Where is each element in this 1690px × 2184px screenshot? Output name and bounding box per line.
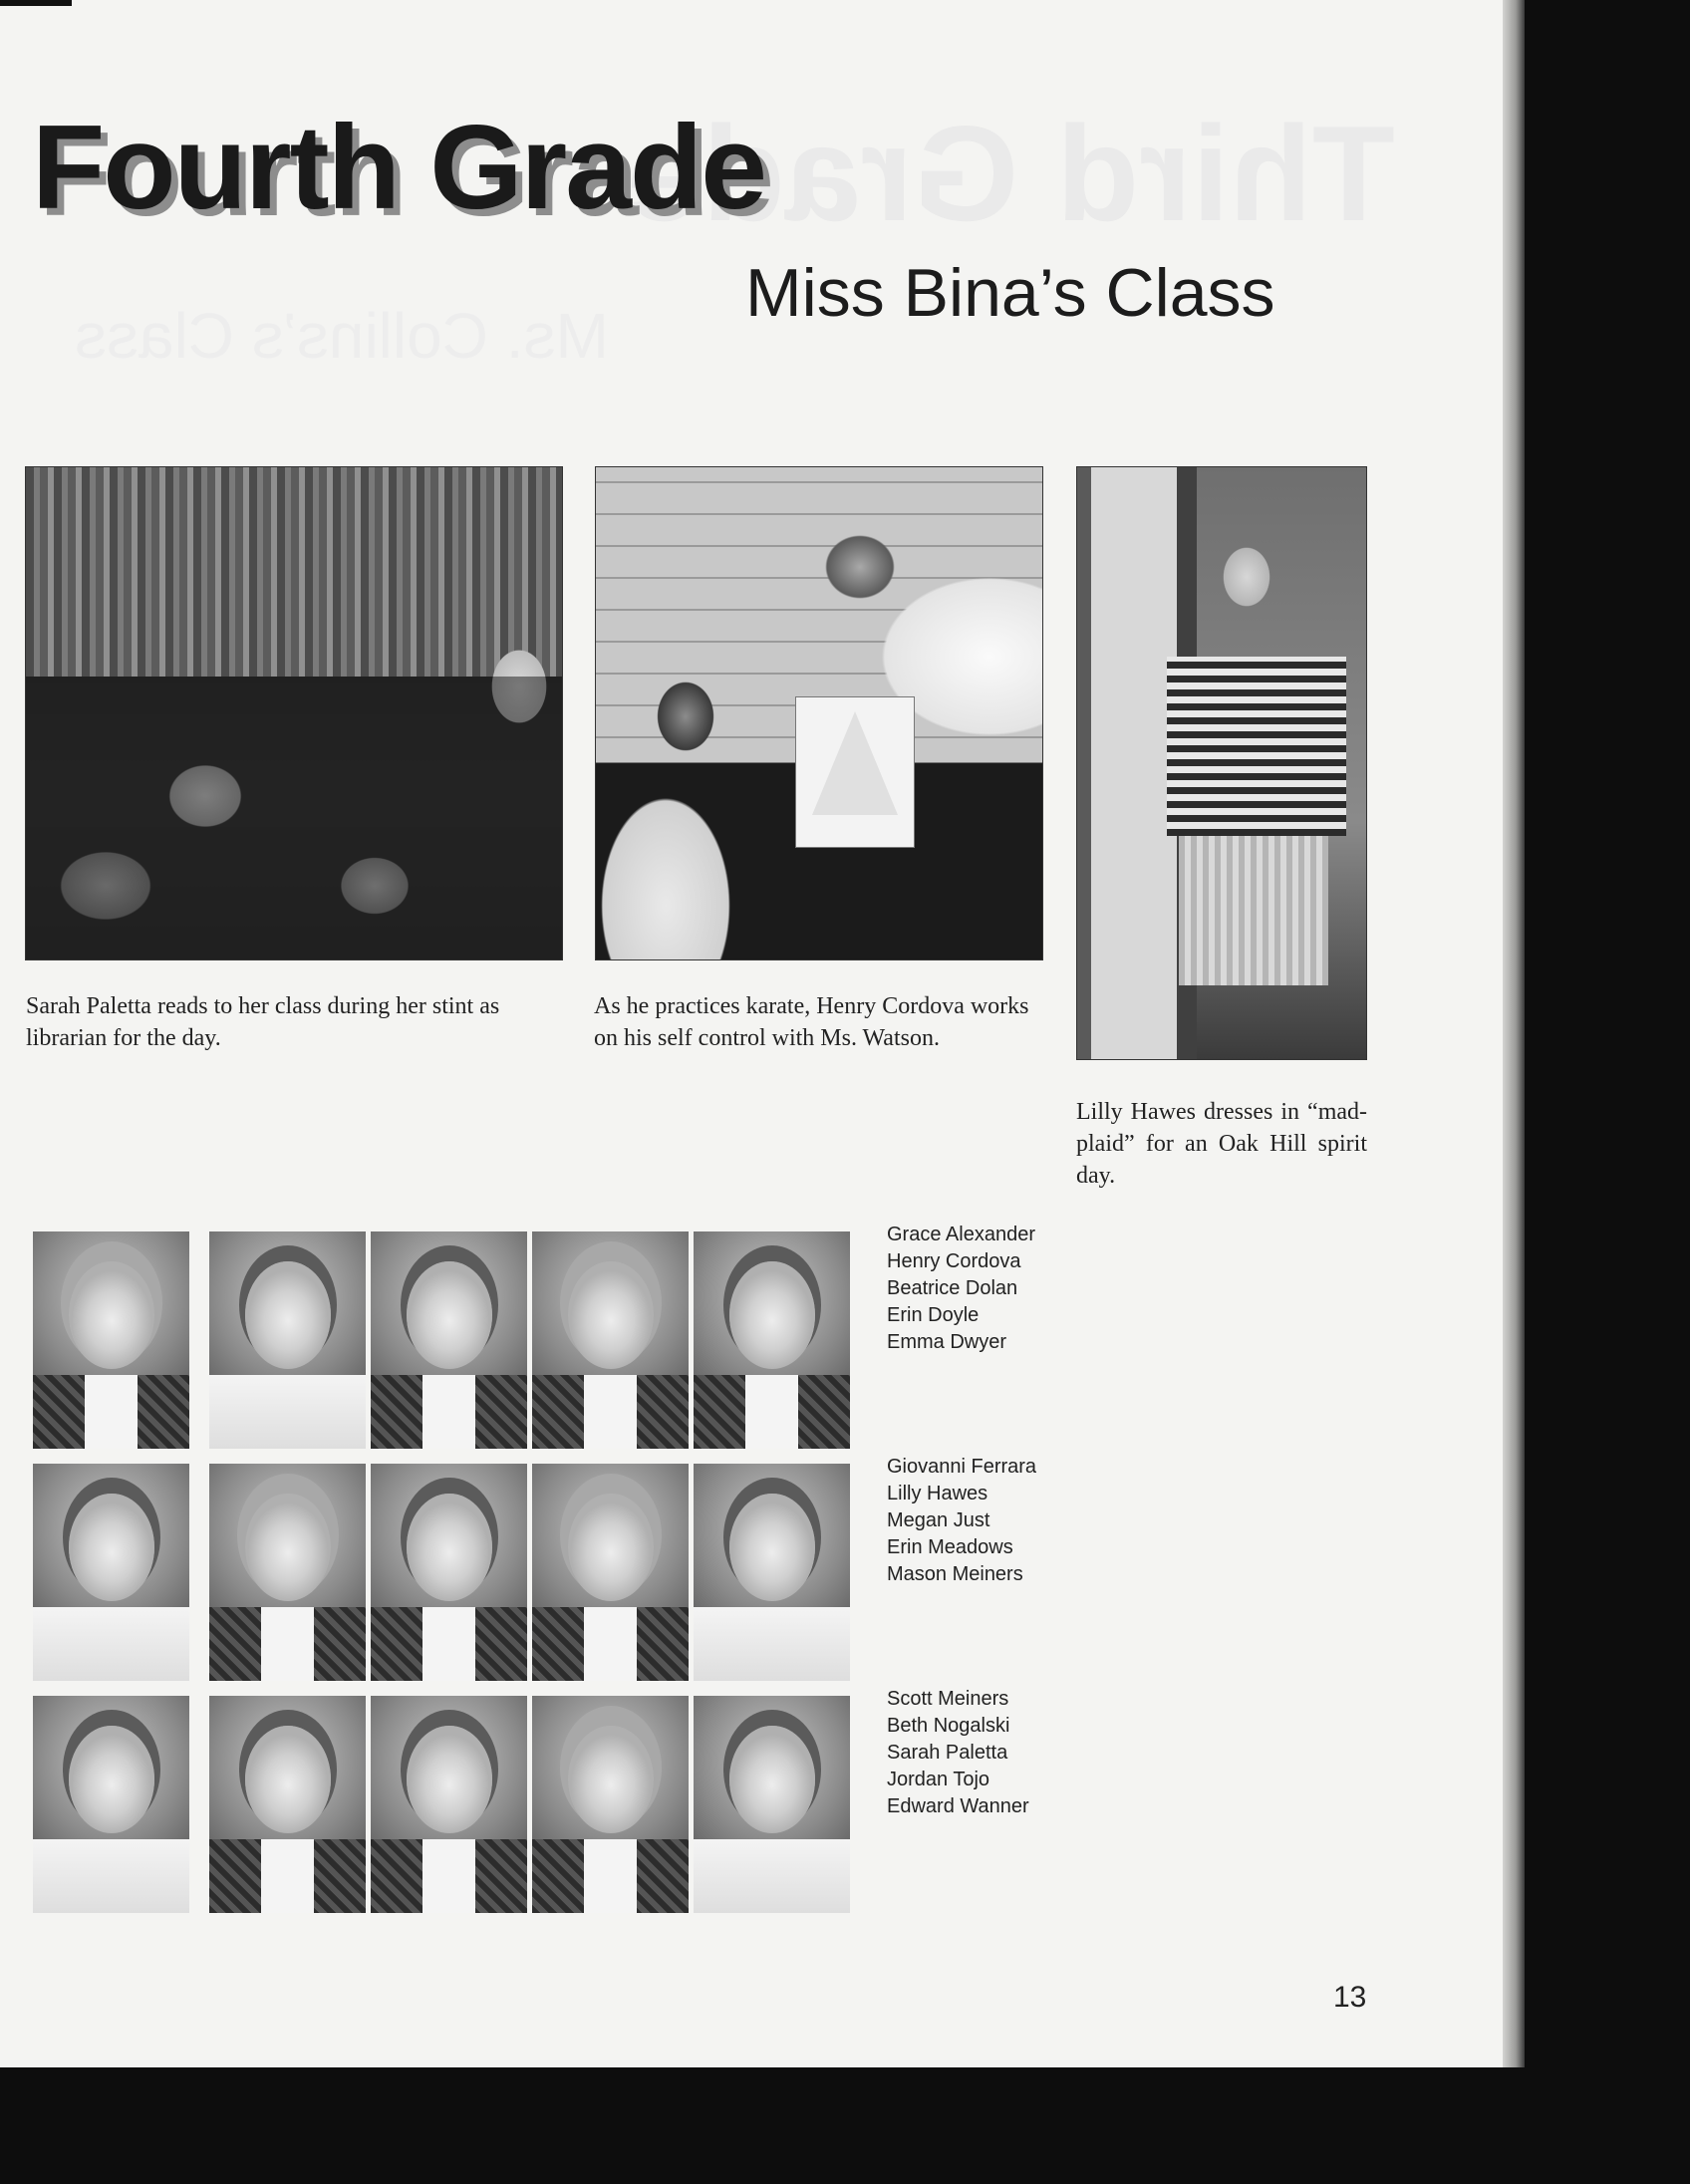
roster-names-row-3 [887, 1686, 1029, 1820]
student-portrait [532, 1231, 689, 1449]
student-name: Beatrice Dolan [887, 1277, 1018, 1299]
uniform [371, 1375, 527, 1449]
uniform [694, 1839, 850, 1913]
uniform [532, 1607, 689, 1681]
bleed-through-subtitle: Ms. Collins’s Class [75, 300, 609, 372]
karate-practice-photo [595, 466, 1043, 960]
uniform [33, 1607, 189, 1681]
page-title: Fourth Grade [32, 101, 766, 234]
karate-photo-caption: As he practices karate, Henry Cordova works on his self control with Ms. Watson. [594, 993, 1029, 1051]
face [407, 1726, 492, 1833]
student-portrait [694, 1231, 850, 1449]
uniform [209, 1375, 366, 1449]
student-figure [596, 647, 765, 959]
student-name: Lilly Hawes [887, 1483, 988, 1504]
face [69, 1261, 154, 1369]
page-edge-shadow [1503, 0, 1525, 2067]
face [407, 1261, 492, 1369]
spirit-day-photo [1076, 466, 1367, 1060]
student-name: Beth Nogalski [887, 1715, 1010, 1737]
uniform [209, 1607, 366, 1681]
student-portrait [33, 1231, 189, 1449]
library-photo-caption: Sarah Paletta reads to her class during her stint as librarian for the day. [26, 993, 500, 1051]
student-name: Edward Wanner [887, 1795, 1029, 1817]
uniform [33, 1839, 189, 1913]
face [729, 1494, 815, 1601]
pyramid-poster [795, 696, 915, 848]
library-reading-photo [25, 466, 563, 960]
student-portrait [371, 1231, 527, 1449]
face [407, 1494, 492, 1601]
student-name: Megan Just [887, 1509, 990, 1531]
uniform [532, 1375, 689, 1449]
student-name: Erin Meadows [887, 1536, 1013, 1558]
student-name: Henry Cordova [887, 1250, 1021, 1272]
uniform [371, 1839, 527, 1913]
uniform [694, 1607, 850, 1681]
top-edge-mark [0, 0, 72, 6]
student-portrait [532, 1696, 689, 1913]
page-number: 13 [1333, 1981, 1367, 2014]
student-portrait [209, 1231, 366, 1449]
student-name: Mason Meiners [887, 1563, 1023, 1585]
face [245, 1726, 331, 1833]
student-portrait [371, 1464, 527, 1681]
student-name: Emma Dwyer [887, 1331, 1007, 1353]
student-portrait [33, 1464, 189, 1681]
uniform [209, 1839, 366, 1913]
student-portrait [694, 1696, 850, 1913]
face [568, 1494, 654, 1601]
face [729, 1261, 815, 1369]
student-figure [1167, 507, 1346, 1059]
student-portrait [33, 1696, 189, 1913]
uniform [33, 1375, 189, 1449]
face [729, 1726, 815, 1833]
uniform [694, 1375, 850, 1449]
student-portrait [209, 1696, 366, 1913]
student-name: Erin Doyle [887, 1304, 980, 1326]
spirit-day-photo-caption: Lilly Hawes dresses in “mad-plaid” for an Oak Hill spirit day. [1076, 1099, 1367, 1189]
student-portrait [371, 1696, 527, 1913]
student-name: Scott Meiners [887, 1688, 1009, 1710]
face [568, 1261, 654, 1369]
face [69, 1494, 154, 1601]
face [245, 1261, 331, 1369]
uniform [371, 1607, 527, 1681]
student-name: Grace Alexander [887, 1224, 1035, 1245]
student-name: Jordan Tojo [887, 1769, 990, 1790]
class-portrait-grid [33, 1231, 850, 1917]
student-name: Giovanni Ferrara [887, 1456, 1037, 1478]
student-name: Sarah Paletta [887, 1742, 1008, 1764]
student-portrait [532, 1464, 689, 1681]
roster-names-row-2 [887, 1454, 1036, 1588]
face [245, 1494, 331, 1601]
face [69, 1726, 154, 1833]
student-portrait [694, 1464, 850, 1681]
roster-names-row-1 [887, 1222, 1035, 1356]
bleed-through-title: Third Grade [627, 98, 1395, 249]
class-subtitle: Miss Bina’s Class [745, 255, 1275, 331]
face [568, 1726, 654, 1833]
uniform [532, 1839, 689, 1913]
student-portrait [209, 1464, 366, 1681]
